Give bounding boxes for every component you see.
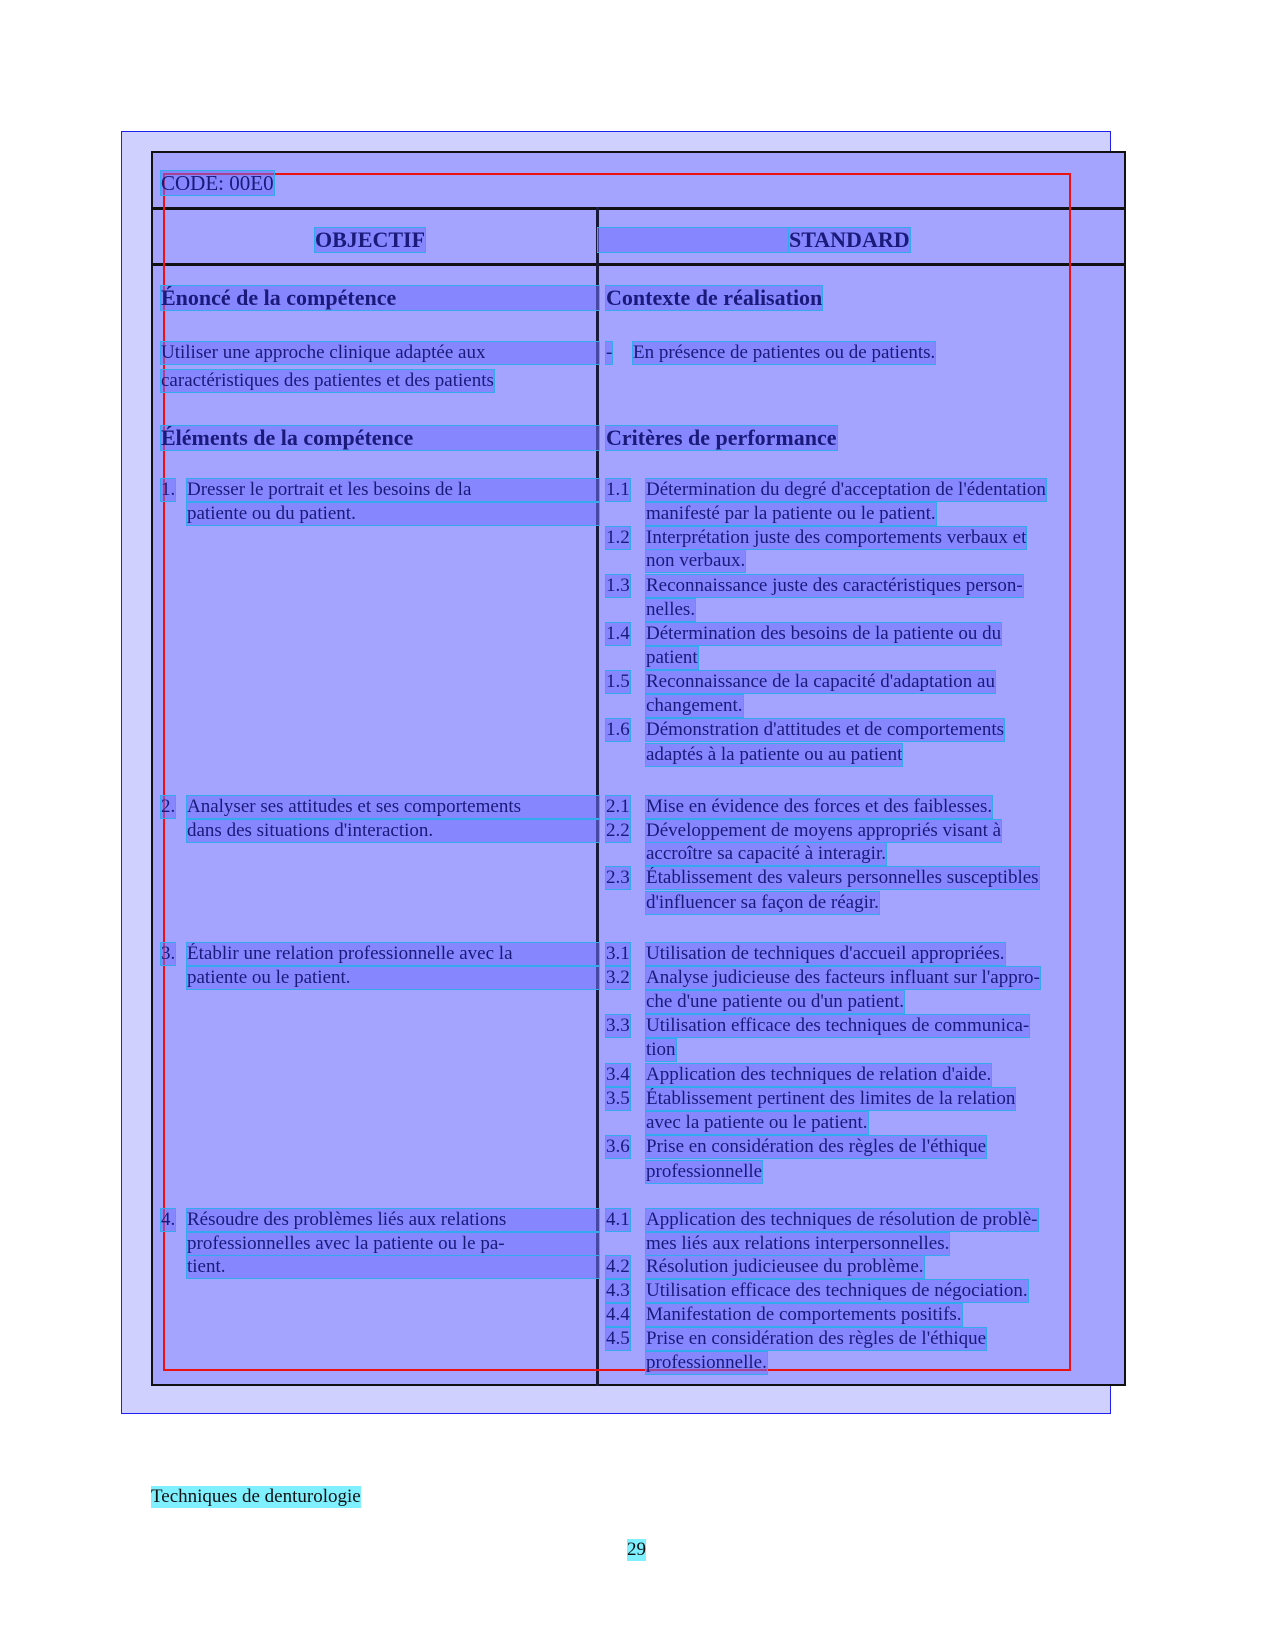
- criterion-number: 1.4: [606, 623, 630, 644]
- page-number: 29: [627, 1539, 646, 1560]
- code-label: CODE: 00E0: [161, 171, 274, 195]
- element-number: 1.: [161, 479, 176, 500]
- element-text-line: patiente ou le patient.: [187, 967, 599, 989]
- element-number: 2.: [161, 796, 176, 817]
- criterion-text-line: mes liés aux relations interpersonnelles.: [646, 1233, 950, 1254]
- criterion-number: 2.1: [606, 796, 630, 817]
- criterion-text-line: Établissement pertinent des limites de la relation: [646, 1088, 1016, 1109]
- criterion-text-line: Application des techniques de relation d'aide.: [646, 1064, 992, 1085]
- element-number: 4.: [161, 1209, 176, 1230]
- criterion-text-line: Démonstration d'attitudes et de comportements: [646, 719, 1005, 740]
- criterion-text-line: Utilisation efficace des techniques de négociation.: [646, 1280, 1028, 1301]
- criterion-number: 3.6: [606, 1136, 630, 1157]
- enonce-line-1: Utiliser une approche clinique adaptée aux: [161, 342, 599, 364]
- element-text-line: patiente ou du patient.: [187, 503, 599, 525]
- criterion-text-line: Reconnaissance de la capacité d'adaptation au: [646, 671, 995, 692]
- criterion-text-line: professionnelle: [646, 1161, 763, 1182]
- contexte-dash: -: [606, 342, 613, 363]
- element-text-line: dans des situations d'interaction.: [187, 820, 599, 842]
- criteres-title: Critères de performance: [606, 425, 837, 450]
- criterion-text-line: Interprétation juste des comportements verbaux et: [646, 527, 1027, 548]
- criterion-number: 2.3: [606, 867, 630, 888]
- criterion-text-line: professionnelle.: [646, 1352, 767, 1373]
- criterion-number: 3.5: [606, 1088, 630, 1109]
- criterion-number: 4.4: [606, 1304, 630, 1325]
- criterion-number: 2.2: [606, 820, 630, 841]
- criterion-text-line: Utilisation efficace des techniques de communica-: [646, 1015, 1030, 1036]
- criterion-text-line: Résolution judicieusee du problème.: [646, 1256, 924, 1277]
- criterion-number: 4.3: [606, 1280, 630, 1301]
- criterion-text-line: patient: [646, 647, 698, 668]
- criterion-text-line: Prise en considération des règles de l'éthique: [646, 1136, 987, 1157]
- criterion-text-line: non verbaux.: [646, 550, 746, 571]
- header-link-bar: [598, 228, 788, 252]
- element-text-line: tient.: [187, 1256, 599, 1278]
- criterion-text-line: Mise en évidence des forces et des faiblesses.: [646, 796, 993, 817]
- criterion-text-line: Utilisation de techniques d'accueil appropriées.: [646, 943, 1005, 964]
- criterion-number: 3.2: [606, 967, 630, 988]
- criterion-text-line: Reconnaissance juste des caractéristiques person-: [646, 575, 1023, 596]
- criterion-text-line: accroître sa capacité à interagir.: [646, 843, 886, 864]
- criterion-text-line: che d'une patiente ou d'un patient.: [646, 991, 904, 1012]
- criterion-text-line: tion: [646, 1039, 676, 1060]
- contexte-title: Contexte de réalisation: [606, 285, 823, 310]
- criterion-text-line: nelles.: [646, 599, 696, 620]
- element-number: 3.: [161, 943, 176, 964]
- criterion-number: 1.3: [606, 575, 630, 596]
- contexte-text: En présence de patientes ou de patients.: [633, 342, 936, 363]
- criterion-text-line: changement.: [646, 695, 743, 716]
- criterion-text-line: Détermination des besoins de la patiente ou du: [646, 623, 1002, 644]
- criterion-number: 4.5: [606, 1328, 630, 1349]
- criterion-number: 4.1: [606, 1209, 630, 1230]
- criterion-text-line: Développement de moyens appropriés visant à: [646, 820, 1002, 841]
- criterion-number: 1.1: [606, 479, 630, 500]
- criterion-text-line: manifesté par la patiente ou le patient.: [646, 503, 936, 524]
- criterion-number: 3.3: [606, 1015, 630, 1036]
- criterion-text-line: Détermination du degré d'acceptation de l'édentation: [646, 479, 1046, 500]
- criterion-number: 1.2: [606, 527, 630, 548]
- criterion-text-line: Application des techniques de résolution de problè-: [646, 1209, 1038, 1230]
- criterion-text-line: adaptés à la patiente ou au patient: [646, 744, 903, 765]
- criterion-number: 4.2: [606, 1256, 630, 1277]
- criterion-text-line: Analyse judicieuse des facteurs influant sur l'appro-: [646, 967, 1040, 988]
- criterion-text-line: avec la patiente ou le patient.: [646, 1112, 868, 1133]
- element-text-line: Établir une relation professionnelle avec la: [187, 943, 599, 965]
- element-text-line: Analyser ses attitudes et ses comportements: [187, 796, 599, 818]
- enonce-title: Énoncé de la compétence: [161, 286, 599, 310]
- criterion-text-line: d'influencer sa façon de réagir.: [646, 892, 879, 913]
- criterion-text-line: Manifestation de comportements positifs.: [646, 1304, 962, 1325]
- elements-title: Éléments de la compétence: [161, 426, 599, 450]
- element-text-line: Dresser le portrait et les besoins de la: [187, 479, 599, 501]
- criterion-number: 3.4: [606, 1064, 630, 1085]
- element-text-line: professionnelles avec la patiente ou le pa-: [187, 1233, 599, 1255]
- criterion-number: 1.6: [606, 719, 630, 740]
- footer-title: Techniques de denturologie: [151, 1486, 361, 1507]
- criterion-text-line: Prise en considération des règles de l'éthique: [646, 1328, 987, 1349]
- header-objectif: OBJECTIF: [315, 227, 426, 252]
- enonce-line-2: caractéristiques des patientes et des patients: [161, 370, 494, 391]
- header-standard: STANDARD: [789, 227, 910, 252]
- criterion-number: 1.5: [606, 671, 630, 692]
- criterion-text-line: Établissement des valeurs personnelles susceptibles: [646, 867, 1039, 888]
- element-text-line: Résoudre des problèmes liés aux relations: [187, 1209, 599, 1231]
- criterion-number: 3.1: [606, 943, 630, 964]
